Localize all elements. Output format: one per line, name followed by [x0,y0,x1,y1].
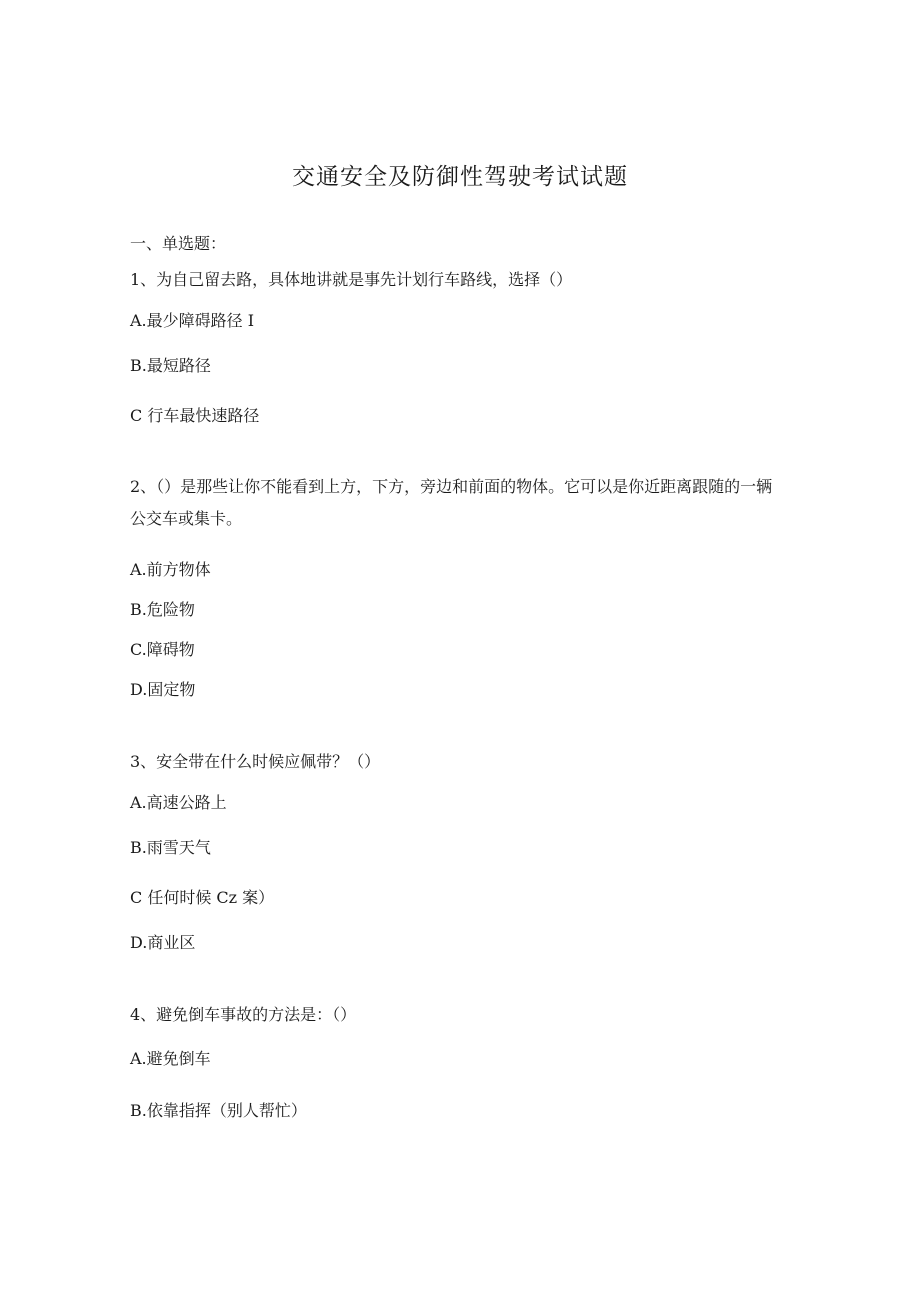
question-3-option-a: A.高速公路上 [130,793,227,812]
question-2-option-d: D.固定物 [130,680,196,699]
question-4-stem: 4、避免倒车事故的方法是：（） [130,1005,357,1024]
question-1-option-b: B.最短路径 [130,356,211,375]
section-heading: 一、单选题： [130,234,227,253]
question-3-option-b: B.雨雪天气 [130,838,211,857]
document-title: 交通安全及防御性驾驶考试试题 [292,164,628,190]
question-3-option-d: D.商业区 [130,933,196,952]
question-2-stem: 2、（）是那些让你不能看到上方，下方，旁边和前面的物体。它可以是你近距离跟随的一辆公交车或集卡。 [130,477,773,528]
question-2-option-b: B.危险物 [130,600,195,619]
question-1-stem: 1、为自己留去路，具体地讲就是事先计划行车路线，选择（） [130,270,573,289]
question-4-option-a: A.避免倒车 [130,1049,211,1068]
question-1-option-a: A.最少障碍路径 I [130,311,255,330]
question-1-option-c: C 行车最快速路径 [130,406,260,425]
question-2-option-a: A.前方物体 [130,560,211,579]
question-3-stem: 3、安全带在什么时候应佩带？（） [130,752,381,771]
question-2-option-c: C.障碍物 [130,640,195,659]
question-4-option-b: B.依靠指挥（别人帮忙） [130,1101,307,1120]
question-3-option-c: C 任何时候 Cz 案） [130,888,275,907]
